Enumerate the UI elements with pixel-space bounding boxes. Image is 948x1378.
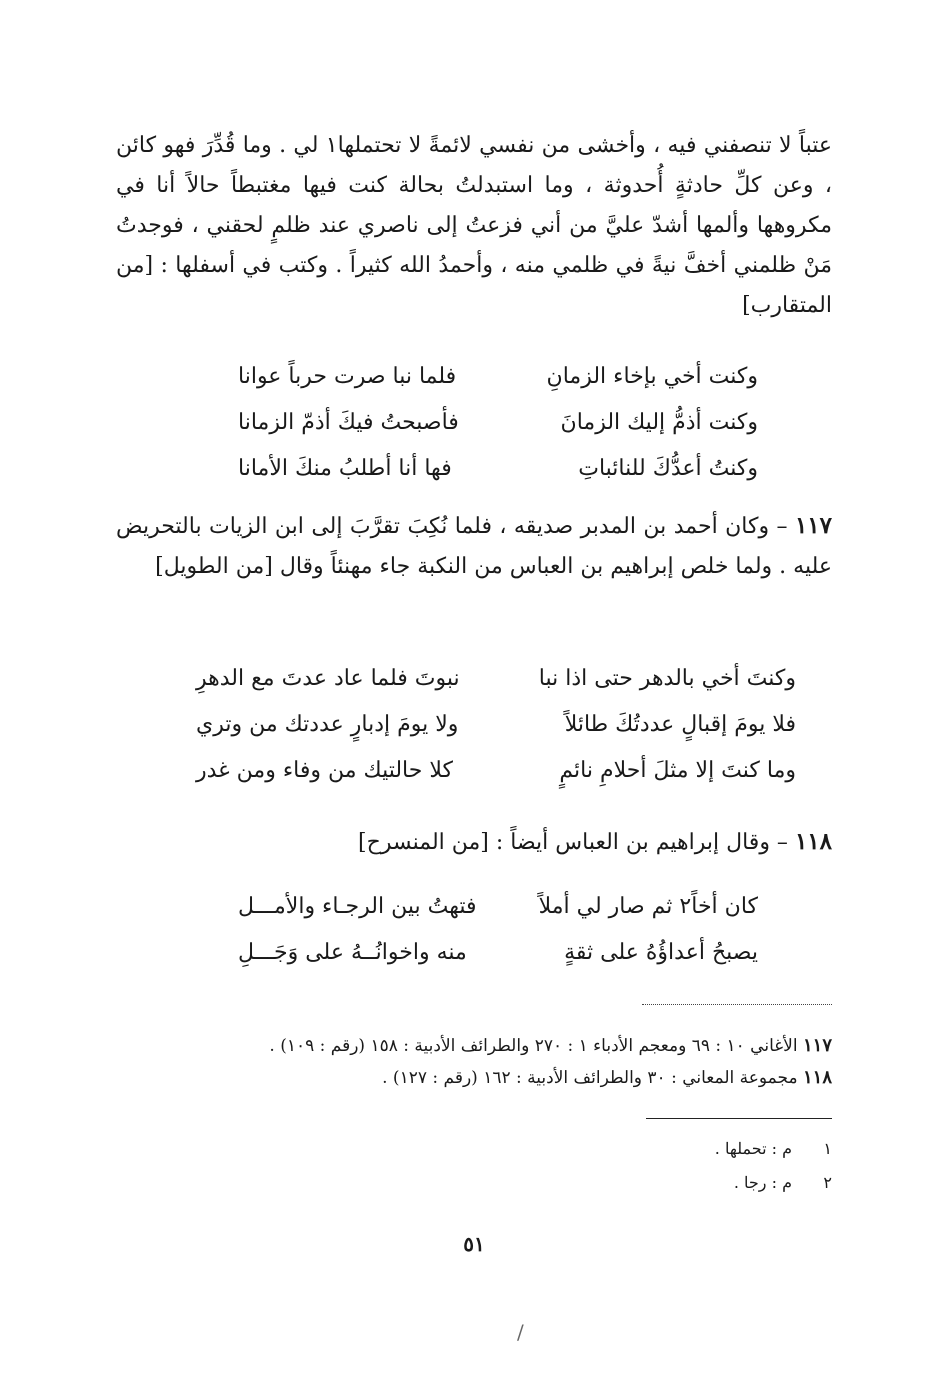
source-number: ١١٨ bbox=[802, 1067, 832, 1088]
first-hemistich: كان أخاً٢ ثم صار لي أملاً bbox=[538, 894, 758, 919]
paragraph-1 bbox=[116, 126, 832, 326]
footnote-number: ٢ bbox=[823, 1173, 832, 1192]
page-number: ٥١ bbox=[463, 1232, 485, 1256]
second-hemistich: منه واخوانُــهُ على وَجَـــلِ bbox=[238, 940, 467, 965]
verse bbox=[238, 884, 758, 930]
verse bbox=[238, 930, 758, 976]
footnote-divider bbox=[646, 1118, 832, 1119]
verse bbox=[238, 354, 758, 400]
verse bbox=[238, 446, 758, 492]
first-hemistich: وما كنتَ إلا مثلَ أحلامِ نائمٍ bbox=[559, 758, 796, 783]
footnote bbox=[432, 1132, 832, 1166]
first-hemistich: فلا يومَ إقبالٍ عددتُكَ طائلاً bbox=[564, 712, 796, 737]
source-entry bbox=[116, 1062, 832, 1094]
poem-2 bbox=[196, 656, 796, 794]
section-number: ١١٧ bbox=[794, 512, 832, 539]
source-text: الأغاني ١٠ : ٦٩ ومعجم الأدباء ١ : ٢٧٠ والطرائف الأدبية : ١٥٨ (رقم : ١٠٩) . bbox=[269, 1036, 803, 1056]
verse bbox=[196, 702, 796, 748]
section-118 bbox=[116, 822, 832, 863]
section-118-text: – وقال إبراهيم بن العباس أيضاً : [من المنسرح] bbox=[358, 830, 795, 855]
section-118-paragraph bbox=[116, 822, 832, 863]
footnote-text: م : رجا . bbox=[733, 1173, 792, 1192]
second-hemistich: فأصبحتُ فيكَ أذمّ الزمانا bbox=[238, 410, 459, 435]
footnotes bbox=[432, 1132, 832, 1200]
second-hemistich: فها أنا أطلبُ منكَ الأمانا bbox=[238, 456, 452, 481]
section-number: ١١٨ bbox=[794, 828, 832, 855]
second-hemistich: فلما نبا صرت حرباً عوانا bbox=[238, 364, 457, 389]
verse bbox=[196, 748, 796, 794]
second-hemistich: نبوتَ فلما عاد عدتَ مع الدهرِ bbox=[196, 666, 460, 691]
first-hemistich: يصبحُ أعداؤُهُ على ثقةٍ bbox=[564, 940, 758, 965]
footnote-number: ١ bbox=[823, 1139, 832, 1158]
section-117-paragraph bbox=[116, 506, 832, 587]
source-number: ١١٧ bbox=[802, 1035, 832, 1056]
poem-1 bbox=[238, 354, 758, 492]
verse bbox=[238, 400, 758, 446]
second-hemistich: فتهتُ بين الرجـاء والأمـــل bbox=[238, 894, 477, 919]
first-hemistich: وكنت أخي بإخاء الزمانِ bbox=[546, 364, 758, 389]
second-hemistich: كلا حالتيك من وفاء ومن غدر bbox=[196, 758, 453, 783]
sources-list bbox=[116, 1030, 832, 1094]
first-hemistich: وكنتَ أخي بالدهر حتى اذا نبا bbox=[538, 666, 796, 691]
second-hemistich: ولا يومَ إدبارٍ عددتك من وتري bbox=[196, 712, 459, 737]
section-117-text: – وكان أحمد بن المدبر صديقه ، فلما نُكِبَ تقرَّبَ إلى ابن الزيات بالتحريض عليه . ولما خلص إبراهيم بن العباس من النكبة جاء مهنئاً وقال [من الطويل] bbox=[116, 514, 832, 579]
sources-divider bbox=[642, 1004, 832, 1005]
paragraph-1-text: عتباً لا تنصفني فيه ، وأخشى من نفسي لائمةً لا تحتملها١ لي . وما قُدِّرَ فهو كائن ، وعن كلِّ حادثةٍ أُحدوثة ، وما استبدلتُ بحالة كنت فيها مغتبطاً حالاً أنا في مكروهها وألمها أشدّ عليَّ من أني فزعتُ إلى ناصري عند ظلمٍ لحقني ، فوجدتُ مَنْ ظلمني أخفَّ نيةً في ظلمي منه ، وأحمدُ الله كثيراً . وكتب في أسفلها : [من المتقارب] bbox=[116, 133, 832, 318]
verse bbox=[196, 656, 796, 702]
stray-mark: / bbox=[517, 1320, 524, 1344]
footnote bbox=[432, 1166, 832, 1200]
source-text: مجموعة المعاني : ٣٠ والطرائف الأدبية : ١٦٢ (رقم : ١٢٧) . bbox=[382, 1068, 803, 1088]
poem-3 bbox=[238, 884, 758, 976]
footnote-text: م : تحملها . bbox=[714, 1139, 792, 1158]
first-hemistich: وكنتُ أعدُّكَ للنائباتِ bbox=[578, 456, 758, 481]
first-hemistich: وكنت أذمُّ إليك الزمانَ bbox=[560, 410, 758, 435]
section-117 bbox=[116, 506, 832, 587]
source-entry bbox=[116, 1030, 832, 1062]
